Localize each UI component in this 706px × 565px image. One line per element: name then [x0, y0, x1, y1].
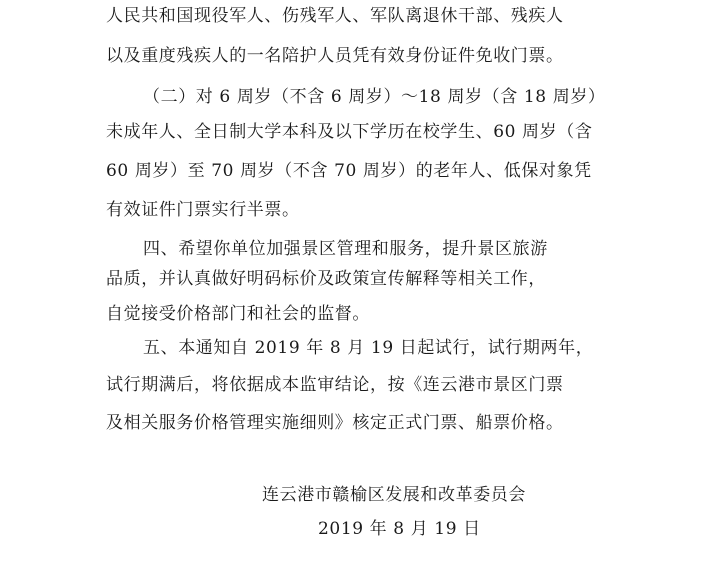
body-line-5: 60 周岁）至 70 周岁（不含 70 周岁）的老年人、低保对象凭: [106, 161, 592, 181]
body-line-6: 有效证件门票实行半票。: [106, 200, 300, 220]
body-line-9: 自觉接受价格部门和社会的监督。: [106, 304, 370, 324]
body-line-3: （二）对 6 周岁（不含 6 周岁）～18 周岁（含 18 周岁）: [143, 87, 606, 107]
body-line-11: 试行期满后，将依据成本监审结论，按《连云港市景区门票: [106, 375, 564, 395]
body-line-12: 及相关服务价格管理实施细则》核定正式门票、船票价格。: [106, 413, 564, 433]
issue-date: 2019 年 8 月 19 日: [318, 519, 481, 539]
body-line-1: 人民共和国现役军人、伤残军人、军队离退休干部、残疾人: [106, 6, 564, 26]
issuer-name: 连云港市赣榆区发展和改革委员会: [262, 485, 526, 505]
body-line-10: 五、本通知自 2019 年 8 月 19 日起试行，试行期两年，: [143, 338, 594, 358]
body-line-2: 以及重度残疾人的一名陪护人员凭有效身份证件免收门票。: [106, 46, 564, 66]
body-line-7: 四、希望你单位加强景区管理和服务，提升景区旅游: [143, 239, 548, 259]
body-line-4: 未成年人、全日制大学本科及以下学历在校学生、60 周岁（含: [106, 122, 593, 142]
body-line-8: 品质，并认真做好明码标价及政策宣传解释等相关工作，: [106, 269, 546, 289]
